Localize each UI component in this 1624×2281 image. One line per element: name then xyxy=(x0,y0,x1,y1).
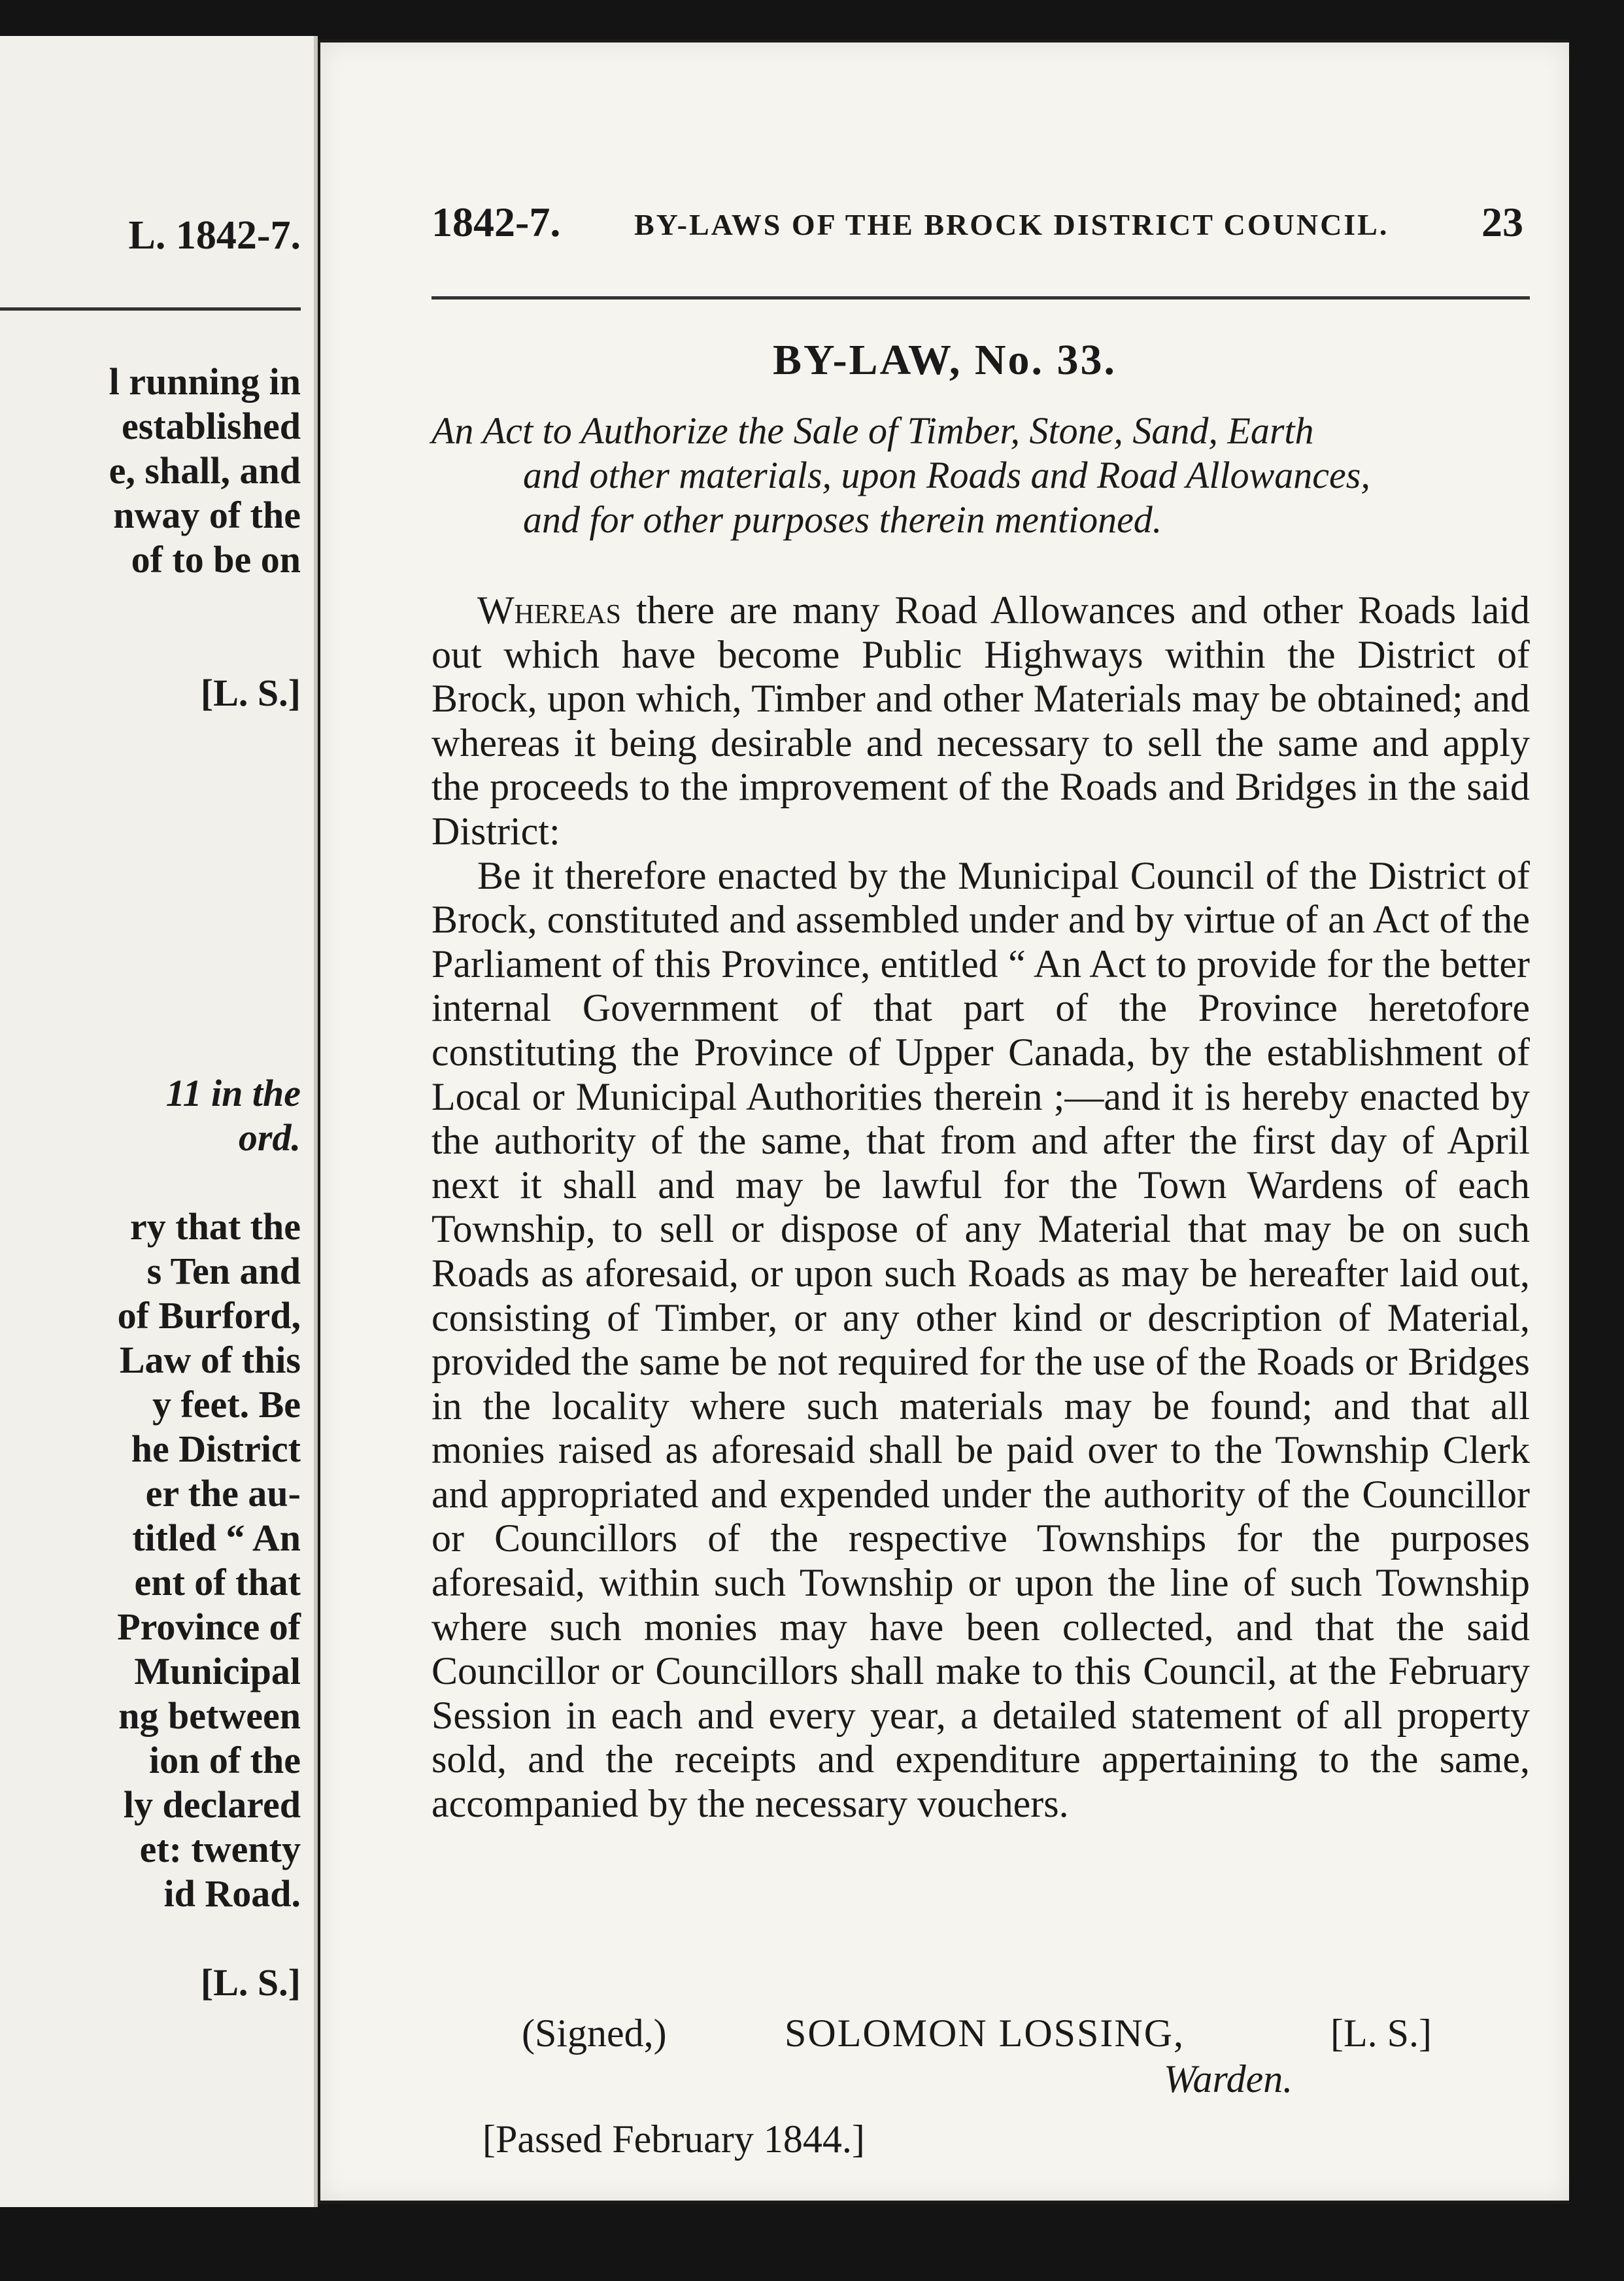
previous-page-line xyxy=(109,582,301,626)
previous-page-line xyxy=(109,804,301,849)
previous-page-line xyxy=(109,1916,301,1961)
previous-page-line xyxy=(109,982,301,1027)
previous-page-line: of Burford, xyxy=(117,1294,301,1337)
previous-page-line: [L. S.] xyxy=(200,1961,301,2004)
preamble-text: there are many Road Allowances and other Roads laid out which have become Public Highways within the District of Brock, upon which, Timber and other Materials may be obtained; and whereas it being desirable and necessary to sell the same and apply the proceeds to the improvement of the Roads and Bridges in the said District: xyxy=(431,589,1530,853)
previous-page-line: he District xyxy=(131,1428,301,1470)
previous-page-line: Province of xyxy=(117,1605,301,1648)
passed-date: [Passed February 1844.] xyxy=(482,2118,865,2161)
previous-page-header: L. 1842-7. xyxy=(128,213,301,258)
previous-page-line: Municipal xyxy=(134,1650,301,1692)
previous-page-line: y feet. Be xyxy=(152,1383,301,1426)
previous-page-line: titled “ An xyxy=(132,1517,301,1559)
preamble-paragraph xyxy=(431,589,1530,854)
previous-page-line: s Ten and xyxy=(146,1250,301,1292)
signatory-title: Warden. xyxy=(1164,2057,1293,2101)
header-title: BY-LAWS OF THE BROCK DISTRICT COUNCIL. xyxy=(634,208,1389,241)
header-year: 1842-7. xyxy=(431,199,561,245)
previous-page-line: e, shall, and xyxy=(109,449,301,492)
scan-border-right xyxy=(1569,0,1624,2281)
subtitle-line: and for other purposes therein mentioned. xyxy=(523,498,1162,541)
previous-page-line: nway of the xyxy=(113,494,301,536)
document-page xyxy=(320,43,1569,2201)
seal-mark: [L. S.] xyxy=(1330,2012,1432,2055)
previous-page-text xyxy=(109,360,301,2005)
previous-page-line xyxy=(109,938,301,982)
previous-page-rule xyxy=(0,307,301,311)
previous-page-line xyxy=(109,893,301,938)
enactment-paragraph: Be it therefore enacted by the Municipal Council of the District of Brock, constituted and assembled under and by virtue of an Act of the Parliament of this Province, entitled “ An Act to provide for the better internal Government of that part of the Province heretofore constituting the Province of Upper Canada, by the establishment of Local or Municipal Authorities therein ;—and it is hereby enacted by the authority of the same, that from and after the first day of April next it shall and may be lawful for the Town Wardens of each Township, to sell or dispose of any Material that may be on such Roads as aforesaid, or upon such Roads as may be hereafter laid out, consisting of Timber, or any other kind or description of Material, provided the same be not required for the use of the Roads or Bridges in the locality where such materials may be found; and that all monies raised as aforesaid shall be paid over to the Township Clerk and appropriated and expended under the authority of the Councillor or Councillors of the respective Townships for the purposes aforesaid, within such Township or upon the line of such Township where such monies may have been collected, and that the said Councillor or Councillors shall make to this Council, at the February Session in each and every year, a detailed statement of all property sold, and the receipts and expenditure appertaining to the same, accompanied by the necessary vouchers. xyxy=(431,853,1530,1826)
previous-page-line: ord. xyxy=(238,1116,301,1159)
running-header xyxy=(431,198,1523,257)
whereas-lead: Whereas xyxy=(477,589,621,632)
signed-label: (Signed,) xyxy=(522,2012,667,2055)
previous-page-line: et: twenty xyxy=(139,1828,301,1870)
bylaw-subtitle xyxy=(431,409,1530,542)
previous-page-line: l running in xyxy=(109,360,301,403)
previous-page-line: of to be on xyxy=(131,538,301,581)
bylaw-title: BY-LAW, No. 33. xyxy=(772,336,1117,384)
previous-page-line: ion of the xyxy=(149,1739,301,1781)
subtitle-line: An Act to Authorize the Sale of Timber, Stone, Sand, Earth xyxy=(431,409,1314,452)
previous-page-line: ng between xyxy=(118,1694,301,1737)
previous-page-fragment xyxy=(0,36,318,2207)
previous-page-line: id Road. xyxy=(163,1872,301,1915)
previous-page-line: established xyxy=(122,405,301,447)
signatory-name: SOLOMON LOSSING, xyxy=(785,2012,1185,2055)
previous-page-line: [L. S.] xyxy=(200,672,301,714)
header-rule xyxy=(431,296,1530,300)
previous-page-line: 11 in the xyxy=(165,1072,301,1114)
previous-page-line: ly declared xyxy=(123,1783,301,1826)
previous-page-line xyxy=(109,849,301,893)
previous-page-line: er the au- xyxy=(145,1472,301,1515)
previous-page-line: ry that the xyxy=(130,1205,301,1248)
previous-page-line: ent of that xyxy=(134,1561,301,1604)
previous-page-line xyxy=(109,1160,301,1205)
bylaw-body xyxy=(431,589,1530,1827)
previous-page-line xyxy=(109,626,301,671)
scan-border-bottom xyxy=(0,2204,1624,2281)
previous-page-line xyxy=(109,715,301,760)
previous-page-line: Law of this xyxy=(119,1339,301,1381)
page-number: 23 xyxy=(1481,199,1523,245)
previous-page-line xyxy=(109,1027,301,1071)
previous-page-line xyxy=(109,760,301,804)
scan-border-top xyxy=(0,0,1624,39)
subtitle-line: and other materials, upon Roads and Road Allowances, xyxy=(523,454,1370,496)
